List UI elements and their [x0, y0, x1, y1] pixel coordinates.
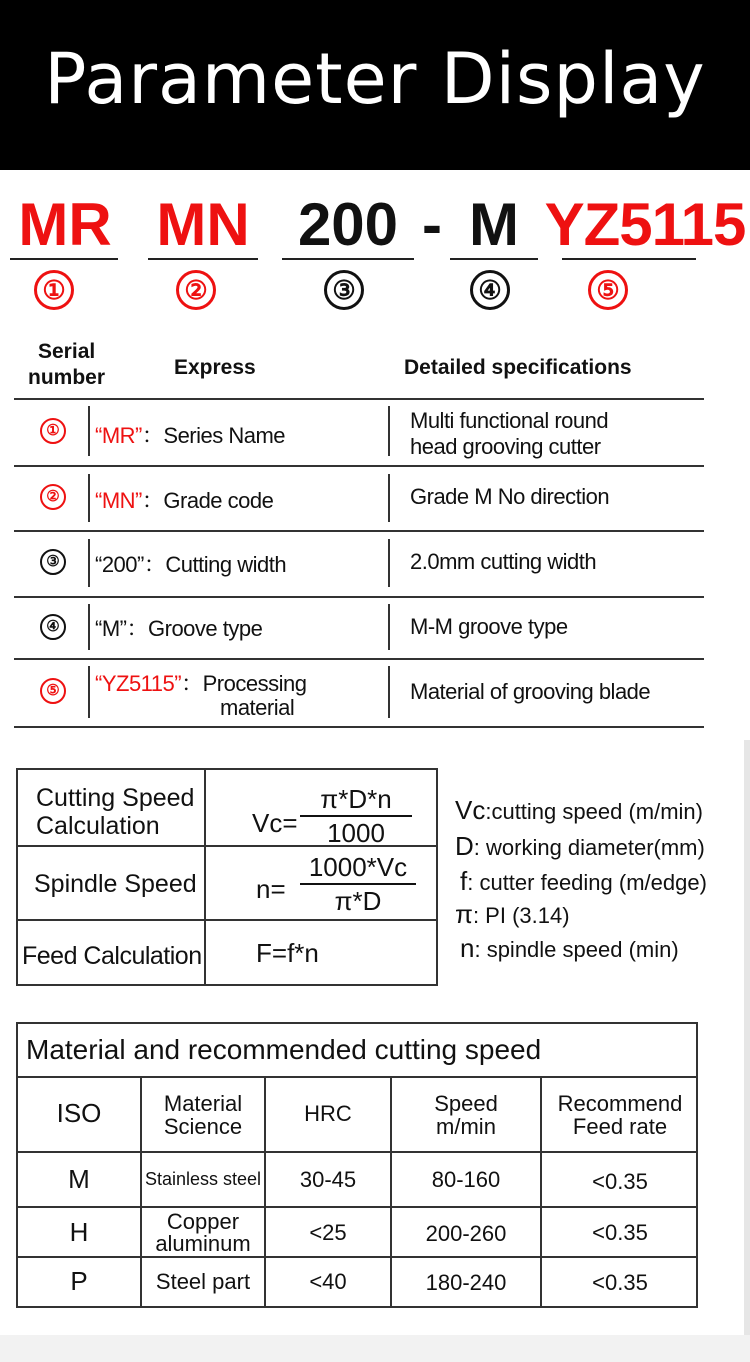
express-name: Grade code: [163, 488, 274, 513]
row-divider: [14, 596, 704, 598]
header-detail: Detailed specifications: [404, 356, 632, 379]
code-underline: [10, 258, 118, 260]
legend-symbol: D: [455, 831, 474, 861]
row-divider: [18, 1151, 696, 1153]
legend-symbol: Vc: [455, 795, 486, 825]
column-divider: [88, 539, 90, 587]
header-iso: ISO: [56, 1098, 102, 1128]
express-sep: ：: [143, 552, 166, 577]
express-sep: ：: [126, 616, 148, 641]
formula-label-line2: Calculation: [36, 812, 160, 840]
marker-4: ④: [470, 270, 510, 310]
code-part-grade: MN: [156, 191, 250, 258]
express-sep: ：: [141, 488, 164, 513]
row-number: ②: [40, 484, 66, 510]
code-part-series: MR: [18, 191, 112, 258]
header-serial: Serial: [38, 340, 96, 363]
express-name-line2: material: [220, 695, 295, 720]
header-material: Material: [163, 1091, 243, 1116]
detail-line: M-M groove type: [410, 614, 568, 639]
express-name: Groove type: [148, 616, 263, 641]
formula-lhs: n=: [256, 874, 286, 904]
detail-line: Grade M No direction: [410, 484, 610, 509]
row-number: ①: [40, 418, 66, 444]
express-name: Series Name: [163, 423, 286, 448]
fraction-bar: [300, 815, 412, 817]
cell-speed: 200-260: [425, 1221, 507, 1246]
cell-feed: <0.35: [592, 1220, 648, 1245]
header-feed: Recommend: [557, 1091, 683, 1116]
code-part-material: YZ5115: [544, 191, 746, 258]
fraction: [300, 852, 416, 916]
legend-symbol: π: [455, 899, 473, 929]
code-underline: [450, 258, 538, 260]
formula-label: Feed Calculation: [22, 942, 202, 970]
legend-text: :cutting speed (m/min): [485, 799, 703, 824]
express-code: “M”: [95, 616, 127, 641]
row-divider: [14, 658, 704, 660]
express-code: “200”: [95, 552, 144, 577]
page-header: [0, 0, 750, 170]
formula-expr: F=f*n: [256, 938, 319, 968]
cell-material: Copper: [166, 1209, 240, 1234]
formula-box: [16, 768, 438, 986]
header-express: Express: [174, 356, 256, 379]
column-divider: [388, 474, 390, 522]
code-underline: [562, 258, 696, 260]
header-serial-line2: number: [28, 366, 106, 389]
express-cell: [95, 424, 285, 448]
legend-text: : PI (3.14): [472, 903, 570, 928]
row-number: ④: [40, 614, 66, 640]
column-divider: [388, 539, 390, 587]
detail-line: 2.0mm cutting width: [410, 549, 597, 574]
header-speed-line2: m/min: [436, 1114, 496, 1139]
column-divider: [388, 604, 390, 650]
header-hrc: HRC: [304, 1101, 352, 1126]
legend-text: : cutter feeding (m/edge): [467, 870, 707, 895]
header-speed: Speed: [434, 1091, 498, 1116]
detail-line: Material of grooving blade: [410, 679, 651, 704]
express-cell: [95, 553, 286, 577]
legend-item: [455, 832, 705, 862]
column-divider: [204, 770, 206, 984]
column-divider: [88, 406, 90, 456]
fraction-bar: [300, 883, 416, 885]
express-cell: [95, 617, 262, 641]
cell-iso: H: [69, 1217, 89, 1247]
legend-item: [460, 867, 707, 897]
legend-item: [460, 934, 679, 964]
express-sep: ：: [141, 423, 164, 448]
legend-item: [455, 900, 570, 930]
row-number: ③: [40, 549, 66, 575]
row-divider: [18, 1206, 696, 1208]
cell-iso: P: [70, 1266, 88, 1296]
fraction: [300, 784, 412, 848]
row-divider: [14, 726, 704, 728]
code-part-width: 200: [297, 191, 399, 258]
detail-line: Multi functional round: [410, 408, 609, 433]
code-underline: [148, 258, 258, 260]
row-divider: [14, 398, 704, 400]
column-divider: [388, 666, 390, 718]
cell-hrc: 30-45: [299, 1167, 357, 1192]
edge-shade: [744, 740, 750, 1340]
marker-1: ①: [34, 270, 74, 310]
express-name: Processing: [202, 671, 307, 696]
marker-2: ②: [176, 270, 216, 310]
denominator: π*D: [334, 886, 382, 916]
cell-material-line2: aluminum: [155, 1231, 251, 1256]
cell-material: Steel part: [155, 1269, 251, 1294]
express-code: “YZ5115”: [95, 671, 182, 696]
express-name: Cutting width: [165, 552, 287, 577]
code-dash: -: [422, 191, 442, 258]
row-divider: [18, 919, 436, 921]
denominator: 1000: [327, 818, 385, 848]
express-sep: ：: [181, 671, 203, 696]
header-material-line2: Science: [163, 1114, 243, 1139]
legend-text: : working diameter(mm): [473, 835, 705, 860]
numerator: 1000*Vc: [308, 852, 408, 882]
row-divider: [14, 465, 704, 467]
code-underline: [282, 258, 414, 260]
header-feed-line2: Feed rate: [572, 1114, 668, 1139]
cell-hrc: <40: [309, 1269, 347, 1294]
cell-feed: <0.35: [592, 1270, 648, 1295]
legend-text: : spindle speed (min): [474, 937, 679, 962]
detail-line: head grooving cutter: [410, 434, 601, 459]
material-table: [16, 1022, 698, 1308]
marker-3: ③: [324, 270, 364, 310]
cell-speed: 180-240: [425, 1270, 507, 1295]
row-divider: [14, 530, 704, 532]
express-code: “MR”: [95, 423, 142, 448]
cell-material: Stainless steel: [144, 1169, 262, 1189]
formula-lhs: Vc=: [252, 808, 298, 838]
legend-symbol: n: [460, 933, 475, 963]
column-divider: [88, 666, 90, 718]
row-divider: [18, 1256, 696, 1258]
legend-item: [455, 796, 703, 826]
column-divider: [388, 406, 390, 456]
express-cell: [95, 489, 273, 513]
express-cell: [95, 672, 306, 696]
cell-speed: 80-160: [431, 1167, 501, 1192]
column-divider: [88, 604, 90, 650]
column-divider: [88, 474, 90, 522]
code-part-groove: M: [469, 191, 519, 258]
bottom-shade: [0, 1335, 750, 1362]
legend-symbol: f: [460, 866, 468, 896]
formula-label: Cutting Speed: [36, 784, 195, 812]
cell-iso: M: [68, 1164, 90, 1194]
numerator: π*D*n: [320, 784, 392, 814]
marker-5: ⑤: [588, 270, 628, 310]
express-code: “MN”: [95, 488, 142, 513]
cell-hrc: <25: [309, 1220, 347, 1245]
row-number: ⑤: [40, 678, 66, 704]
formula-label: Spindle Speed: [34, 870, 197, 898]
cell-feed: <0.35: [592, 1169, 648, 1194]
row-divider: [18, 1076, 696, 1078]
page-title: Parameter Display: [44, 38, 706, 120]
table-caption: Material and recommended cutting speed: [26, 1034, 542, 1065]
